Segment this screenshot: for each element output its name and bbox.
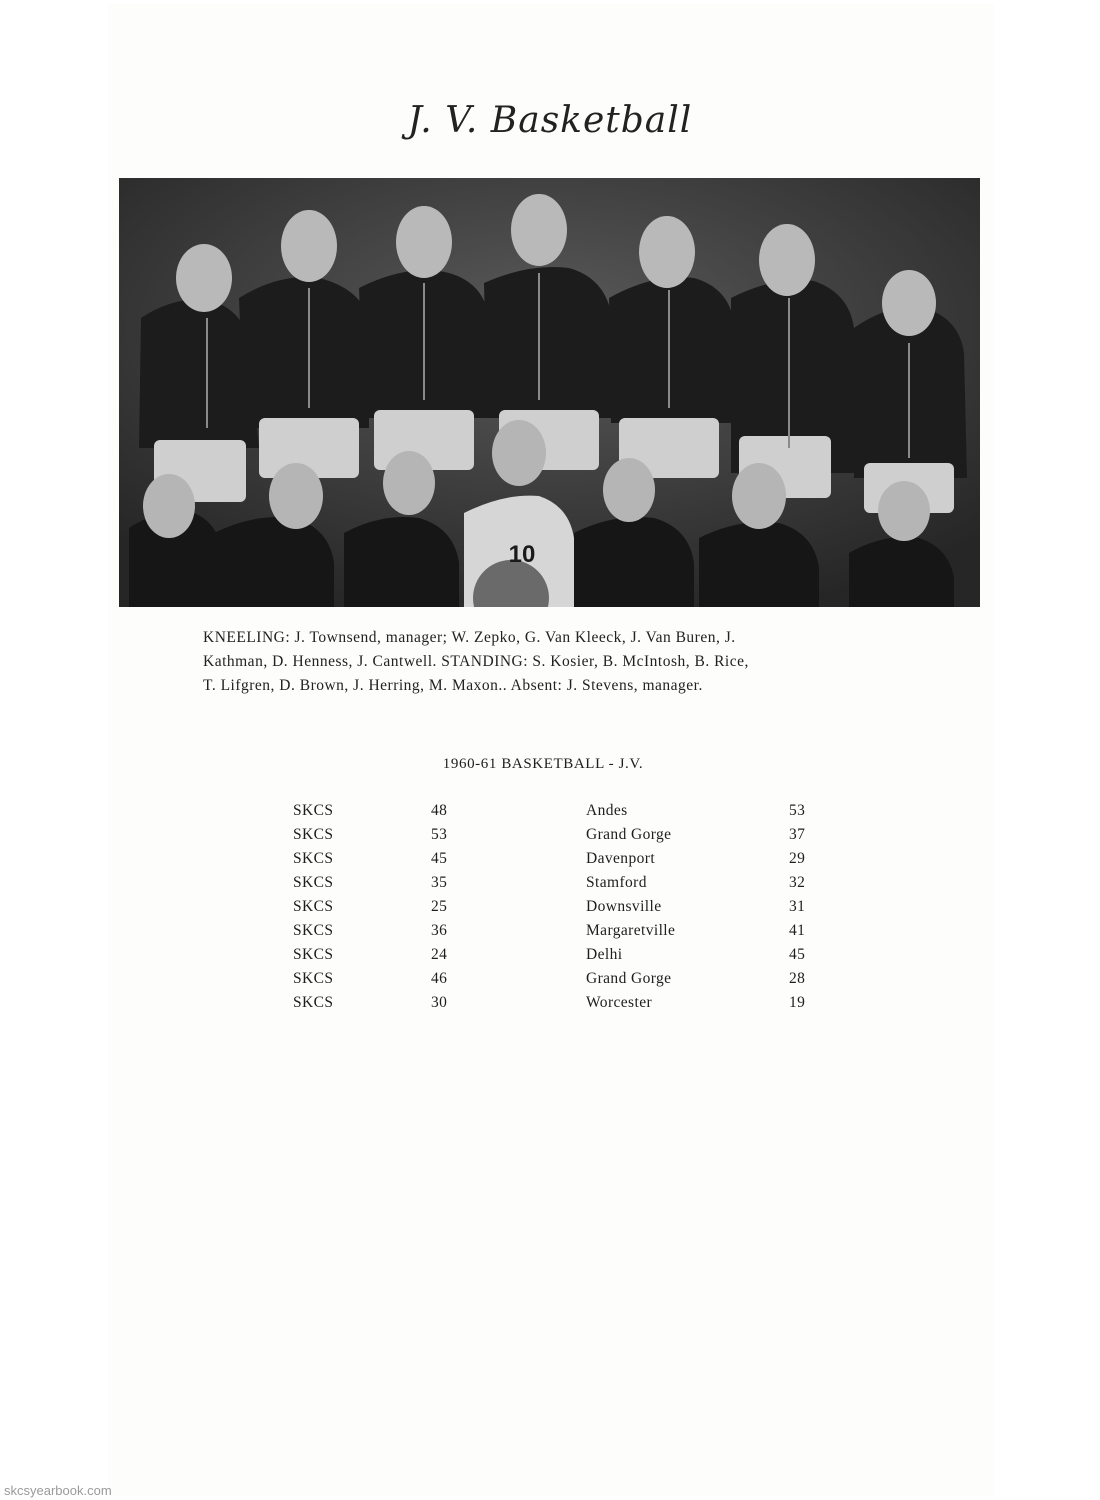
- caption-line: T. Lifgren, D. Brown, J. Herring, M. Maxon.. Absent: J. Stevens, manager.: [203, 677, 703, 694]
- home-team: SKCS: [293, 850, 334, 867]
- opponent-team: Stamford: [586, 874, 647, 891]
- home-team: SKCS: [293, 994, 334, 1011]
- schedule-row: [293, 874, 833, 898]
- home-team: SKCS: [293, 874, 334, 891]
- opponent-team: Margaretville: [586, 922, 676, 939]
- photo-caption: [203, 626, 923, 698]
- opponent-score: 32: [789, 874, 806, 891]
- home-score: 24: [431, 946, 448, 963]
- home-team: SKCS: [293, 802, 334, 819]
- home-team: SKCS: [293, 946, 334, 963]
- schedule-title: 1960-61 BASKETBALL - J.V.: [442, 756, 644, 772]
- team-photo-illustration: [119, 178, 980, 607]
- schedule-row: [293, 970, 833, 994]
- opponent-team: Delhi: [586, 946, 623, 963]
- home-score: 30: [431, 994, 448, 1011]
- schedule-row: [293, 922, 833, 946]
- page-title: J. V. Basketball: [407, 100, 693, 141]
- opponent-team: Andes: [586, 802, 628, 819]
- caption-line: KNEELING: J. Townsend, manager; W. Zepko, G. Van Kleeck, J. Van Buren, J.: [203, 629, 736, 646]
- home-score: 46: [431, 970, 448, 987]
- opponent-team: Worcester: [586, 994, 653, 1011]
- opponent-score: 31: [789, 898, 806, 915]
- caption-line: Kathman, D. Henness, J. Cantwell. STANDING: S. Kosier, B. McIntosh, B. Rice,: [203, 653, 749, 670]
- team-photo: [119, 178, 980, 607]
- schedule-row: [293, 802, 833, 826]
- home-team: SKCS: [293, 898, 334, 915]
- opponent-team: Davenport: [586, 850, 656, 867]
- opponent-score: 28: [789, 970, 806, 987]
- opponent-score: 53: [789, 802, 806, 819]
- schedule-row: [293, 946, 833, 970]
- schedule-row: [293, 826, 833, 850]
- schedule-row: [293, 850, 833, 874]
- jersey-number: 10: [508, 541, 536, 568]
- site-watermark: skcsyearbook.com: [4, 1483, 112, 1498]
- opponent-team: Grand Gorge: [586, 970, 672, 987]
- opponent-score: 37: [789, 826, 806, 843]
- opponent-score: 45: [789, 946, 806, 963]
- home-score: 45: [431, 850, 448, 867]
- home-score: 36: [431, 922, 448, 939]
- home-score: 35: [431, 874, 448, 891]
- home-score: 25: [431, 898, 448, 915]
- schedule-row: [293, 898, 833, 922]
- home-team: SKCS: [293, 970, 334, 987]
- schedule-row: [293, 994, 833, 1018]
- opponent-team: Grand Gorge: [586, 826, 672, 843]
- home-team: SKCS: [293, 826, 334, 843]
- home-team: SKCS: [293, 922, 334, 939]
- home-score: 53: [431, 826, 448, 843]
- opponent-team: Downsville: [586, 898, 662, 915]
- home-score: 48: [431, 802, 448, 819]
- opponent-score: 19: [789, 994, 806, 1011]
- opponent-score: 29: [789, 850, 806, 867]
- opponent-score: 41: [789, 922, 806, 939]
